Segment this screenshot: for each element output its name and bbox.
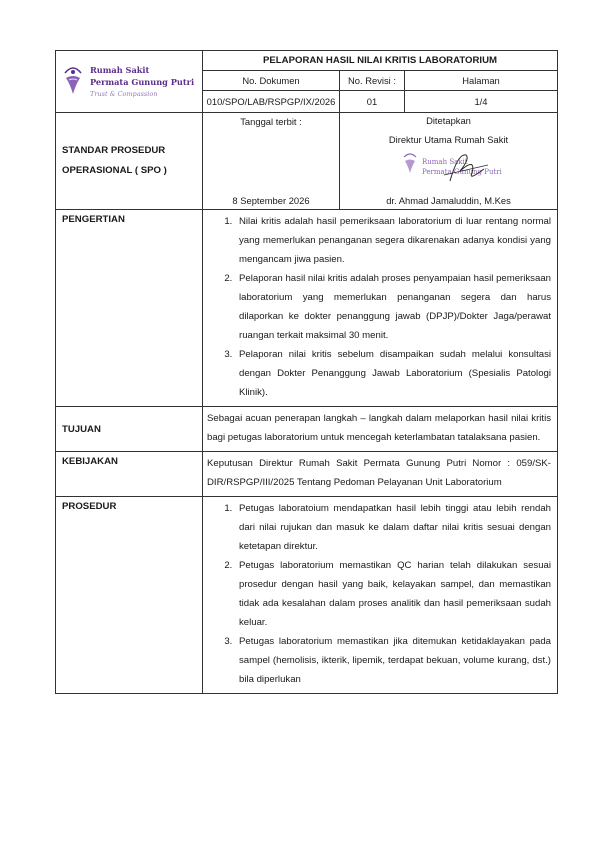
list-item: 2. Petugas laboratorium memastikan QC harian telah dilakukan sesuai prosedur dengan hasil yang baik, kelayakan sampel, dan memastikan tidak ada kesalahan dalam proses analitik dan hasil pemeriksaan sudah keluar. (235, 556, 551, 632)
halaman-label: Halaman (405, 71, 558, 91)
ditetapkan-label: Ditetapkan (426, 115, 471, 126)
pengertian-label: PENGERTIAN (56, 210, 203, 407)
prosedur-content (203, 497, 558, 694)
kebijakan-label: KEBIJAKAN (56, 452, 203, 497)
logo-tagline: Trust & Compassion (90, 89, 158, 98)
hospital-stamp-signature-icon (388, 151, 518, 189)
no-dokumen-value: 010/SPO/LAB/RSPGP/IX/2026 (203, 91, 340, 113)
spo-label: STANDAR PROSEDUR OPERASIONAL ( SPO ) (56, 113, 203, 210)
pengertian-list (207, 212, 551, 402)
logo-line1: Rumah Sakit (90, 64, 150, 75)
list-item: 2. Pelaporan hasil nilai kritis adalah proses penyampaian hasil pemeriksaan laboratorium yang memerlukan penanganan segera dan harus dilaporkan ke dokter penanggung jawab (DPJP)/Dokter Jaga/perawat ruangan terkait maksimal 30 menit. (235, 269, 551, 345)
tanggal-terbit-cell (203, 113, 340, 210)
halaman-value: 1/4 (405, 91, 558, 113)
list-item: 1. Petugas laboratoium mendapatkan hasil lebih tinggi atau lebih rendah dari nilai rujukan dan masuk ke dalam daftar nilai kritis sesuai dengan ketetapan direktur. (235, 499, 551, 556)
logo-line2: Permata Gunung Putri (90, 76, 195, 87)
signature-cell (340, 113, 558, 210)
logo-emblem-icon (62, 64, 84, 98)
director-name: dr. Ahmad Jamaluddin, M.Kes (386, 195, 511, 206)
list-item: 3. Pelaporan nilai kritis sebelum disampaikan sudah melalui konsultasi dengan Dokter Penanggung Jawab Laboratorium (Spesialis Patologi Klinik). (235, 345, 551, 402)
document-title: PELAPORAN HASIL NILAI KRITIS LABORATORIUM (203, 51, 558, 71)
list-item: 1. Nilai kritis adalah hasil pemeriksaan laboratorium di luar rentang normal yang memerlukan penanganan segera dikarenakan adanya kondisi yang mengancam jiwa pasien. (235, 212, 551, 269)
tujuan-text: Sebagai acuan penerapan langkah – langkah dalam melaporkan hasil nilai kritis bagi petugas laboratorium untuk mencegah keterlambatan tatalaksana pasien. (203, 407, 558, 452)
svg-text:Rumah Sakit: Rumah Sakit (422, 158, 468, 166)
hospital-logo (56, 51, 203, 113)
tanggal-label: Tanggal terbit : (240, 116, 302, 127)
prosedur-label: PROSEDUR (56, 497, 203, 694)
pengertian-content (203, 210, 558, 407)
svg-text:Permata Gunung Putri: Permata Gunung Putri (422, 168, 502, 176)
no-dokumen-label: No. Dokumen (203, 71, 340, 91)
tujuan-label: TUJUAN (56, 407, 203, 452)
no-revisi-label: No. Revisi : (340, 71, 405, 91)
spo-document (55, 50, 557, 694)
list-item: 3. Petugas laboratorium memastikan jika ditemukan ketidaklayakan pada sampel (hemolisis, ikterik, lipemik, terdapat bekuan, volume kurang, dst.) bila diperlukan (235, 632, 551, 689)
tanggal-value: 8 September 2026 (232, 195, 310, 206)
kebijakan-text: Keputusan Direktur Rumah Sakit Permata Gunung Putri Nomor : 059/SK-DIR/RSPGP/III/2025 Tentang Pedoman Pelayanan Unit Laboratorium (203, 452, 558, 497)
no-revisi-value: 01 (340, 91, 405, 113)
direktur-label: Direktur Utama Rumah Sakit (388, 134, 509, 145)
spo-table (55, 50, 558, 694)
prosedur-list (207, 499, 551, 689)
